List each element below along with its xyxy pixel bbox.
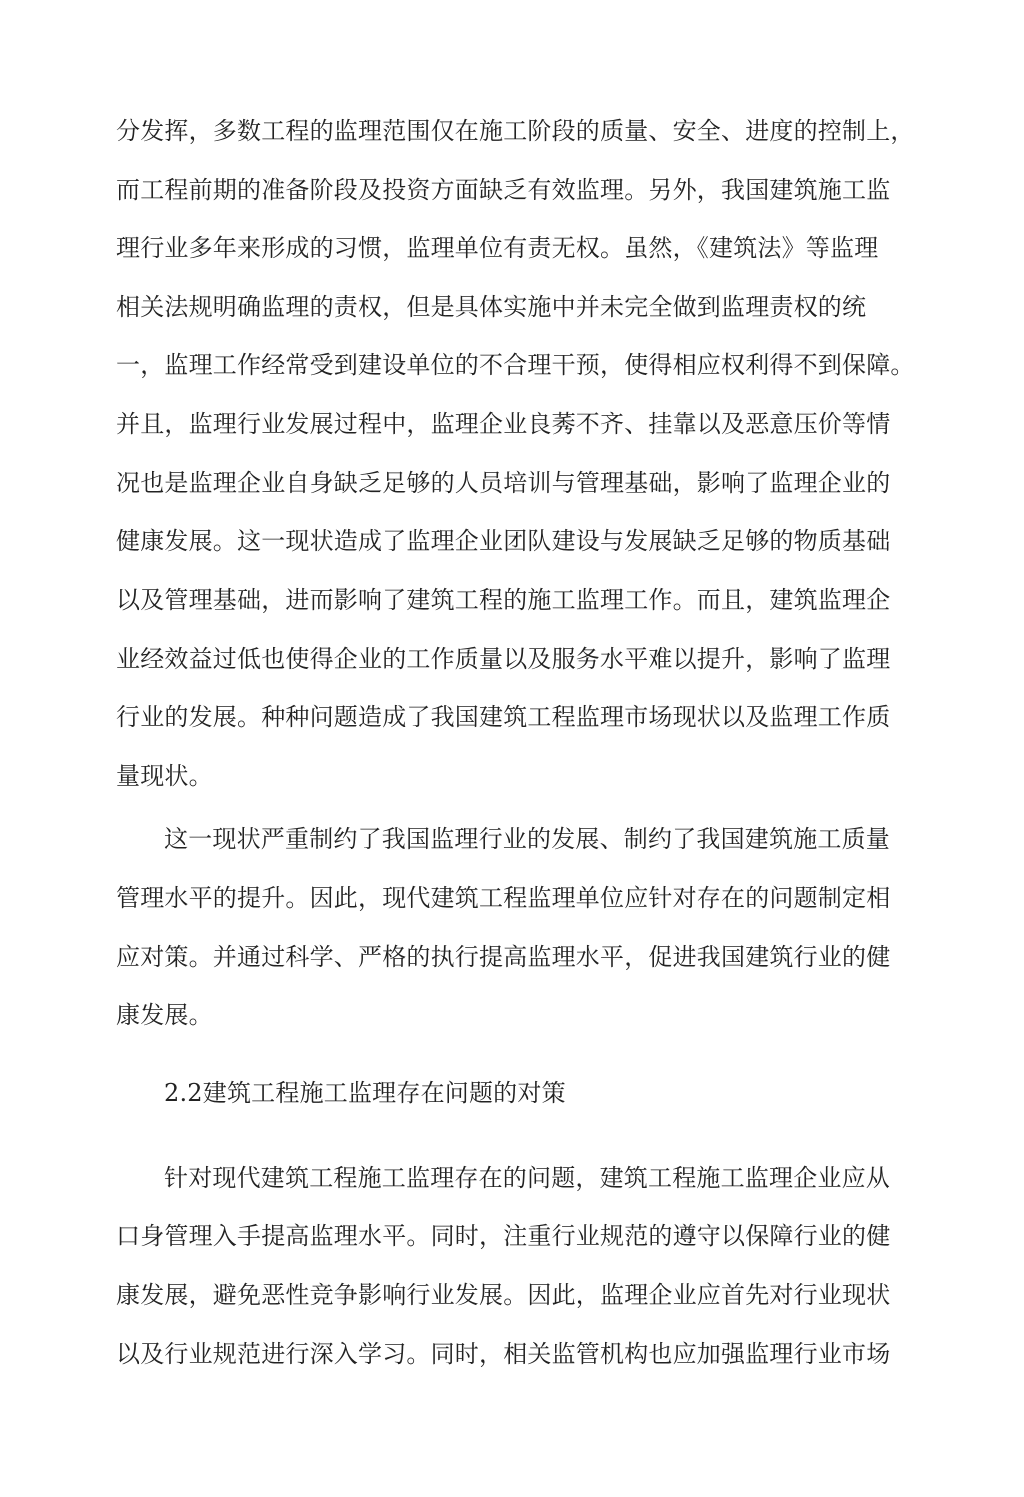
paragraph-line: 管理水平的提升。因此，现代建筑工程监理单位应针对存在的问题制定相 [116, 884, 891, 912]
paragraph-line: 应对策。并通过科学、严格的执行提高监理水平，促进我国建筑行业的健 [116, 943, 891, 971]
paragraph-line: 康发展，避免恶性竞争影响行业发展。因此，监理企业应首先对行业现状 [116, 1281, 891, 1309]
paragraph-line: 口身管理入手提高监理水平。同时，注重行业规范的遵守以保障行业的健 [116, 1222, 891, 1250]
paragraph-line: 健康发展。这一现状造成了监理企业团队建设与发展缺乏足够的物质基础 [116, 527, 891, 555]
paragraph-line: 行业的发展。种种问题造成了我国建筑工程监理市场现状以及监理工作质 [116, 703, 891, 731]
paragraph-line: 并且，监理行业发展过程中，监理企业良莠不齐、挂靠以及恶意压价等情 [116, 410, 891, 438]
paragraph-line: 一，监理工作经常受到建设单位的不合理干预，使得相应权利得不到保障。 [116, 351, 915, 379]
paragraph-line: 分发挥，多数工程的监理范围仅在施工阶段的质量、安全、进度的控制上， [116, 117, 915, 145]
paragraph-line: 针对现代建筑工程施工监理存在的问题，建筑工程施工监理企业应从 [164, 1164, 890, 1192]
paragraph-line: 以及管理基础，进而影响了建筑工程的施工监理工作。而且，建筑监理企 [116, 586, 891, 614]
paragraph-line: 况也是监理企业自身缺乏足够的人员培训与管理基础，影响了监理企业的 [116, 469, 891, 497]
paragraph-line: 相关法规明确监理的责权，但是具体实施中并未完全做到监理责权的统 [116, 293, 867, 321]
paragraph-line: 以及行业规范进行深入学习。同时，相关监管机构也应加强监理行业市场 [116, 1340, 891, 1368]
section-heading: 2.2建筑工程施工监理存在问题的对策 [164, 1079, 566, 1107]
paragraph-line: 这一现状严重制约了我国监理行业的发展、制约了我国建筑施工质量 [164, 825, 890, 853]
paragraph-line: 理行业多年来形成的习惯，监理单位有责无权。虽然，《建筑法》等监理 [116, 234, 879, 262]
paragraph-line: 业经效益过低也使得企业的工作质量以及服务水平难以提升，影响了监理 [116, 645, 891, 673]
paragraph-line: 而工程前期的准备阶段及投资方面缺乏有效监理。另外，我国建筑施工监 [116, 176, 891, 204]
paragraph-line: 量现状。 [116, 762, 213, 790]
paragraph-line: 康发展。 [116, 1001, 213, 1029]
